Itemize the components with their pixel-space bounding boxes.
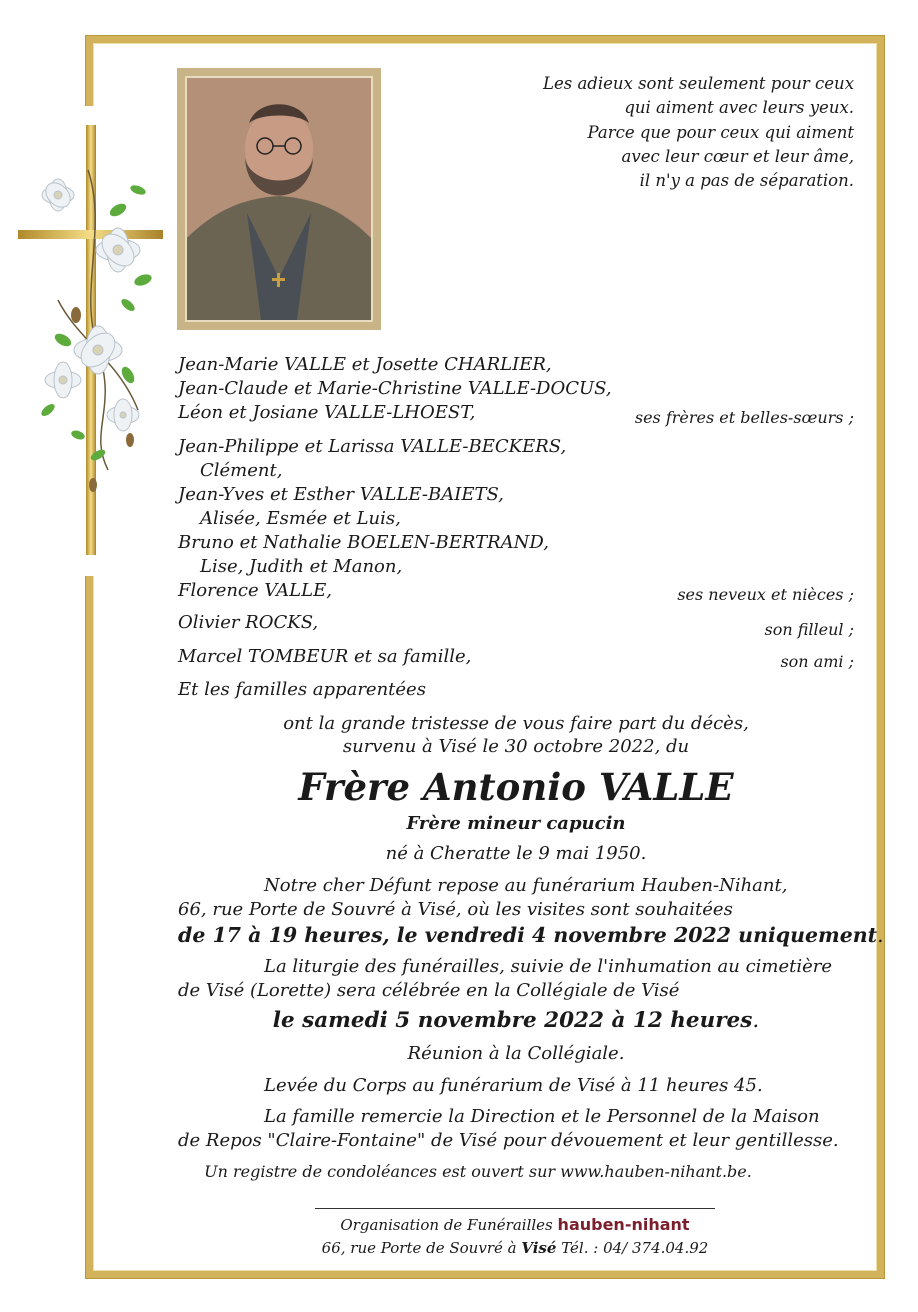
relation-label: ses neveux et nièces ; (677, 585, 854, 604)
family-line: Marcel TOMBEUR et sa famille, (178, 646, 472, 667)
meeting-info: Réunion à la Collégiale. (407, 1043, 625, 1064)
footer-address-prefix: 66, rue Porte de Souvré à (321, 1239, 517, 1257)
family-line: Clément, (200, 460, 283, 481)
family-line: Et les familles apparentées (178, 679, 426, 700)
footer-phone: Tél. : 04/ 374.04.92 (561, 1239, 709, 1257)
relation-label: son ami ; (780, 652, 854, 671)
family-line: Léon et Josiane VALLE-LHOEST, (178, 402, 476, 423)
portrait-photo (185, 76, 373, 322)
liturgy-date-text: le samedi 5 novembre 2022 à 12 heures (272, 1008, 753, 1033)
rest-line: 66, rue Porte de Souvré à Visé, où les visites sont souhaitées (178, 899, 733, 920)
family-line: Bruno et Nathalie BOELEN-BERTRAND, (178, 532, 549, 553)
footer-city: Visé (521, 1239, 557, 1257)
liturgy-line: de Visé (Lorette) sera célébrée en la Collégiale de Visé (178, 980, 680, 1001)
footer-org-label: Organisation de Funérailles (340, 1216, 553, 1234)
family-line: Jean-Yves et Esther VALLE-BAIETS, (178, 484, 504, 505)
levee-paragraph (178, 1074, 854, 1098)
family-line: Jean-Claude et Marie-Christine VALLE-DOCUS, (178, 378, 612, 399)
registry-notice: Un registre de condoléances est ouvert sur www.hauben-nihant.be. (204, 1162, 752, 1181)
relation-label: ses frères et belles-sœurs ; (634, 408, 854, 427)
liturgy-date-period: . (752, 1008, 760, 1033)
footer-divider (315, 1208, 715, 1209)
levee-line: Levée du Corps au funérarium de Visé à 11 heures 45. (264, 1075, 763, 1096)
thanks-line: de Repos "Claire-Fontaine" de Visé pour dévouement et leur gentillesse. (178, 1130, 839, 1151)
visit-hours-text: de 17 à 19 heures, le vendredi 4 novembre 2022 uniquement (178, 923, 878, 947)
announcement-line: survenu à Visé le 30 octobre 2022, du (342, 736, 690, 757)
liturgy-line: La liturgie des funérailles, suivie de l'inhumation au cimetière (264, 956, 833, 977)
liturgy-paragraph (178, 955, 854, 1003)
family-line: Jean-Marie VALLE et Josette CHARLIER, (178, 354, 552, 375)
footer-address (250, 1239, 780, 1257)
poem: Les adieux sont seulement pour ceux qui aiment avec leurs yeux. Parce que pour ceux qui aiment avec leur cœur et leur âme, il n'y a pas de séparation. (543, 74, 854, 191)
portrait-frame (177, 68, 381, 330)
brand-logo: hauben-nihant (557, 1215, 690, 1234)
thanks-line: La famille remercie la Direction et le Personnel de la Maison (264, 1106, 820, 1127)
religious-order: Frère mineur capucin (406, 813, 626, 834)
cross-with-flowers-icon (18, 110, 168, 560)
family-line: Jean-Philippe et Larissa VALLE-BECKERS, (178, 436, 567, 457)
family-line: Alisée, Esmée et Luis, (200, 508, 401, 529)
visit-hours-period: . (877, 923, 884, 947)
birth-info: né à Cheratte le 9 mai 1950. (385, 843, 647, 864)
rest-paragraph (178, 874, 854, 922)
visit-hours (178, 922, 884, 948)
rest-line: Notre cher Défunt repose au funérarium Hauben-Nihant, (264, 875, 788, 896)
announcement-line: ont la grande tristesse de vous faire part du décès, (283, 713, 749, 734)
footer-organisation (250, 1215, 780, 1234)
liturgy-date (178, 1007, 854, 1035)
thanks-paragraph (178, 1105, 854, 1153)
family-line: Olivier ROCKS, (178, 612, 319, 633)
family-line: Florence VALLE, (178, 580, 332, 601)
deceased-name: Frère Antonio VALLE (298, 765, 734, 809)
relation-label: son filleul ; (764, 620, 854, 639)
family-line: Lise, Judith et Manon, (200, 556, 403, 577)
